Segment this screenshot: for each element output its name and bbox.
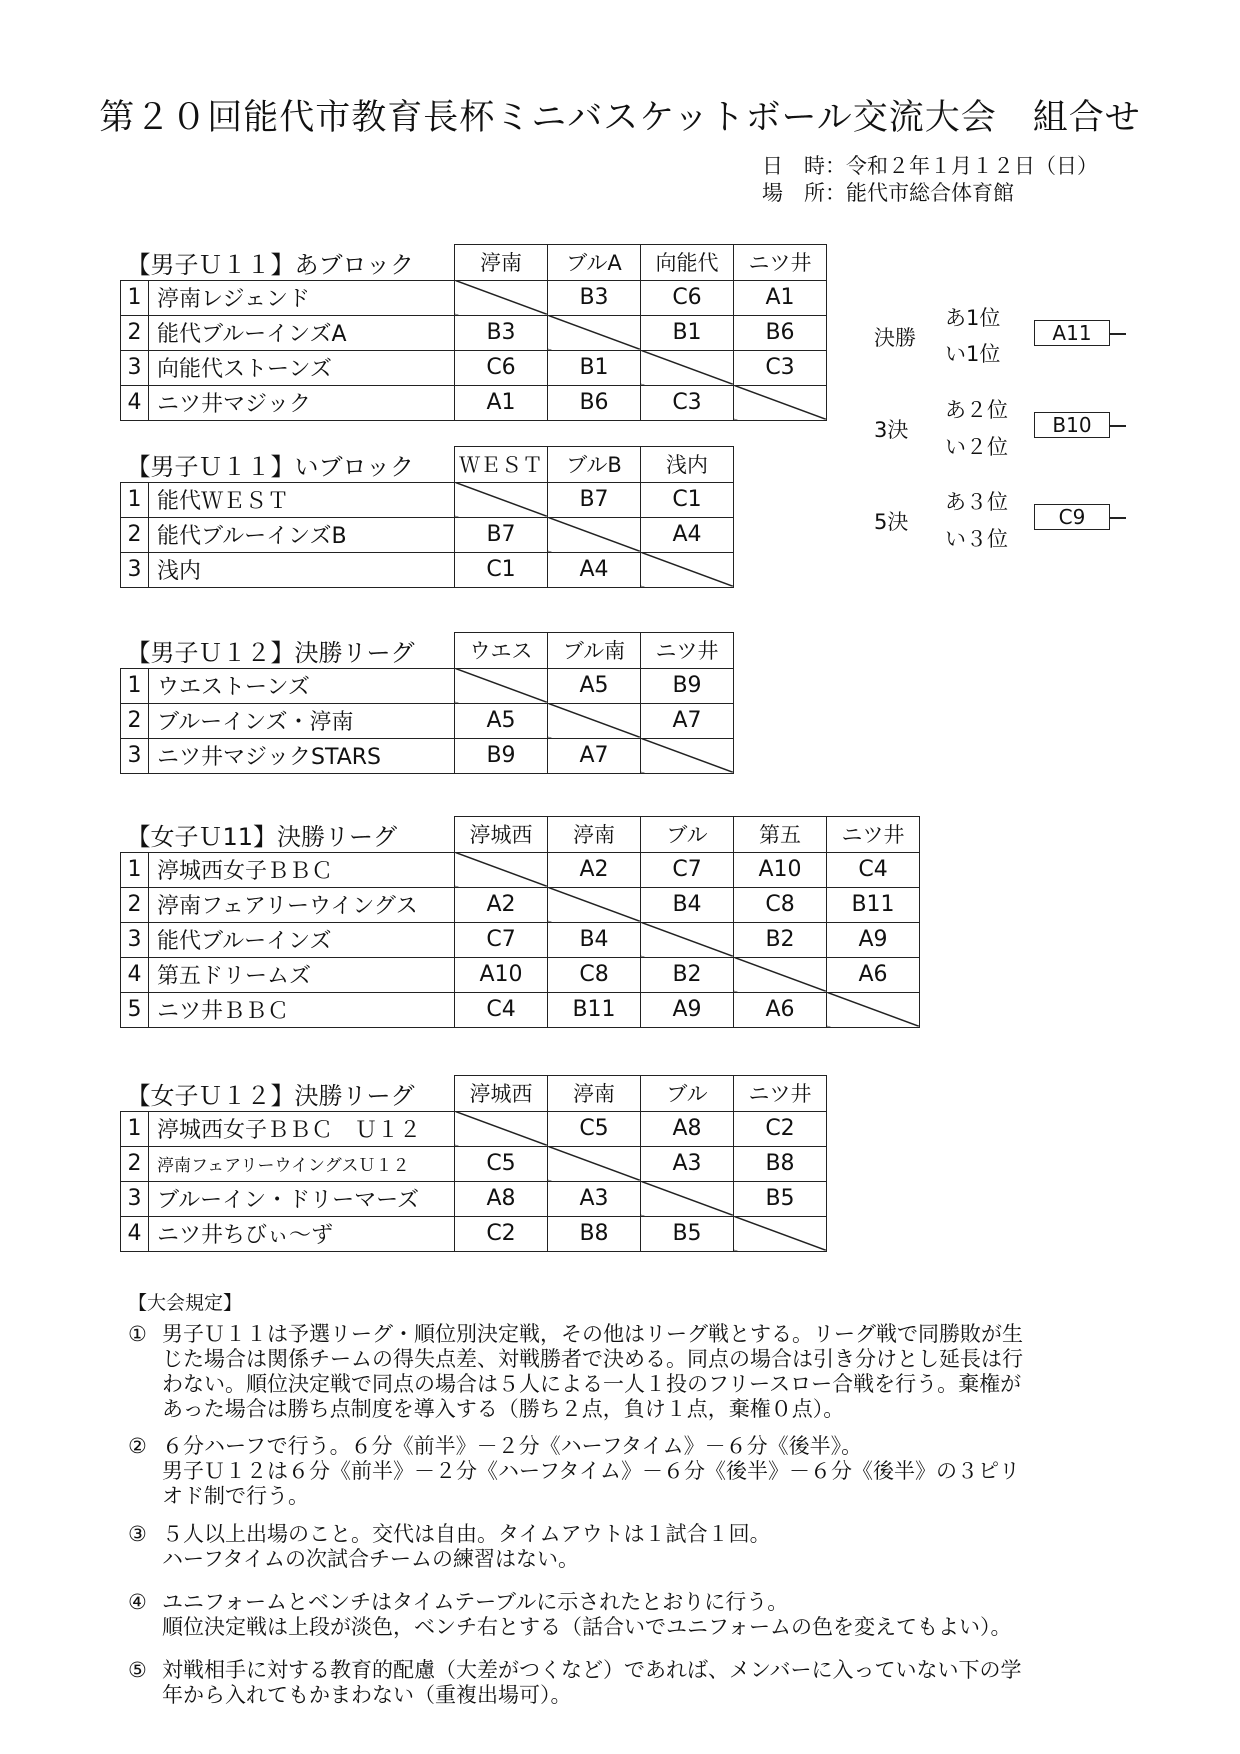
team-number: 1 xyxy=(121,668,149,703)
team-number: 3 xyxy=(121,552,149,587)
team-name: ニツ井ＢＢＣ xyxy=(149,992,455,1027)
column-header: ニツ井 xyxy=(734,245,827,281)
team-name: 浅内 xyxy=(149,552,455,587)
match-code-cell: C1 xyxy=(455,552,548,587)
match-code-cell: C6 xyxy=(641,280,734,315)
match-code-cell: C8 xyxy=(548,957,641,992)
match-code-cell: A9 xyxy=(641,992,734,1027)
team-number: 1 xyxy=(121,280,149,315)
column-header: ブル南 xyxy=(548,633,641,669)
match-code-cell: A7 xyxy=(641,703,734,738)
self-match-cell xyxy=(641,350,734,385)
self-match-cell xyxy=(455,482,548,517)
match-code-cell: B4 xyxy=(548,922,641,957)
league-table-boys-u11-a xyxy=(120,244,827,421)
date-label: 日 時： xyxy=(762,154,846,178)
self-match-cell xyxy=(641,1181,734,1216)
match-code-cell: C5 xyxy=(548,1111,641,1146)
match-code-cell: B2 xyxy=(641,957,734,992)
column-header: 渟城西 xyxy=(455,1076,548,1112)
match-code-cell: B3 xyxy=(455,315,548,350)
bracket-line xyxy=(1110,517,1126,519)
team-name: 能代ブルーインズA xyxy=(149,315,455,350)
team-number: 2 xyxy=(121,517,149,552)
rule-number: ④ xyxy=(128,1590,147,1614)
table-row xyxy=(121,482,734,517)
block-title: 【男子Ｕ１１】いブロック xyxy=(121,447,455,483)
match-code-cell: A1 xyxy=(455,385,548,420)
match-code-cell: C5 xyxy=(455,1146,548,1181)
team-number: 1 xyxy=(121,852,149,887)
table-row xyxy=(121,517,734,552)
self-match-cell xyxy=(455,852,548,887)
team-name: 向能代ストーンズ xyxy=(149,350,455,385)
team-name: ブルーインズ・渟南 xyxy=(149,703,455,738)
match-code-cell: A5 xyxy=(548,668,641,703)
team-name: ブルーイン・ドリーマーズ xyxy=(149,1181,455,1216)
page-title: 第２０回能代市教育長杯ミニバスケットボール交流大会 組合せ xyxy=(99,98,1141,138)
block-title: 【女子Ｕ１２】決勝リーグ xyxy=(121,1076,455,1112)
team-number: 3 xyxy=(121,1181,149,1216)
table-row xyxy=(121,992,920,1027)
match-code-cell: A10 xyxy=(455,957,548,992)
column-header: ニツ井 xyxy=(827,817,920,853)
self-match-cell xyxy=(827,992,920,1027)
team-name: 渟南レジェンド xyxy=(149,280,455,315)
block-title: 【女子Ｕ11】決勝リーグ xyxy=(121,817,455,853)
fifth-place-label: 5決 xyxy=(874,510,909,534)
match-code-cell: C3 xyxy=(641,385,734,420)
team-number: 4 xyxy=(121,957,149,992)
team-name: ウエストーンズ xyxy=(149,668,455,703)
column-header: ニツ井 xyxy=(734,1076,827,1112)
table-row xyxy=(121,350,827,385)
match-code-cell: B9 xyxy=(455,738,548,773)
team-number: 5 xyxy=(121,992,149,1027)
match-code-cell: C7 xyxy=(455,922,548,957)
table-row xyxy=(121,957,920,992)
column-header: 浅内 xyxy=(641,447,734,483)
self-match-cell xyxy=(548,315,641,350)
rule-text: 男子Ｕ１１は予選リーグ・順位別決定戦，その他はリーグ戦とする。リーグ戦で同勝敗が生 じた場合は関係チームの得失点差、対戦勝者で決める。同点の場合は引き分けとし延長は行 わない。順位決定戦で同点の場合は５人による一人１投のフリースロー合戦を行う。棄権が あった場合は勝ち点制度を導入する（勝ち２点，負け１点，棄権０点）。 xyxy=(162,1322,1023,1421)
match-code-cell: A10 xyxy=(734,852,827,887)
match-code-cell: B8 xyxy=(548,1216,641,1251)
match-code-cell: A7 xyxy=(548,738,641,773)
match-code-cell: A3 xyxy=(641,1146,734,1181)
match-code-cell: A3 xyxy=(548,1181,641,1216)
team-number: 2 xyxy=(121,703,149,738)
match-code-cell: B5 xyxy=(641,1216,734,1251)
league-table-boys-u11-i xyxy=(120,446,734,588)
table-row xyxy=(121,887,920,922)
column-header: ブル xyxy=(641,1076,734,1112)
third-match-code: B10 xyxy=(1034,412,1110,438)
table-row xyxy=(121,738,734,773)
table-row xyxy=(121,1111,827,1146)
column-header: 渟城西 xyxy=(455,817,548,853)
column-header: ブル xyxy=(641,817,734,853)
table-row xyxy=(121,315,827,350)
self-match-cell xyxy=(641,552,734,587)
rule-number: ⑤ xyxy=(128,1658,147,1682)
third-top-rank: あ２位 xyxy=(945,398,1008,422)
self-match-cell xyxy=(641,922,734,957)
block-title: 【男子Ｕ１１】あブロック xyxy=(121,245,455,281)
table-row xyxy=(121,922,920,957)
match-code-cell: C1 xyxy=(641,482,734,517)
rule-text: 対戦相手に対する教育的配慮（大差がつくなど）であれば、メンバーに入っていない下の学 年から入れてもかまわない（重複出場可）。 xyxy=(162,1658,1022,1707)
self-match-cell xyxy=(734,957,827,992)
match-code-cell: C6 xyxy=(455,350,548,385)
match-code-cell: B9 xyxy=(641,668,734,703)
place-line xyxy=(762,177,1014,207)
match-code-cell: A2 xyxy=(548,852,641,887)
table-row xyxy=(121,280,827,315)
column-header: 渟南 xyxy=(548,1076,641,1112)
team-number: 3 xyxy=(121,738,149,773)
team-number: 1 xyxy=(121,482,149,517)
team-number: 4 xyxy=(121,1216,149,1251)
third-bottom-rank: い２位 xyxy=(945,435,1008,459)
self-match-cell xyxy=(455,280,548,315)
self-match-cell xyxy=(455,1111,548,1146)
match-code-cell: B1 xyxy=(641,315,734,350)
team-name: ニツ井マジック xyxy=(149,385,455,420)
self-match-cell xyxy=(734,1216,827,1251)
match-code-cell: B1 xyxy=(548,350,641,385)
table-row xyxy=(121,668,734,703)
team-name: 能代ブルーインズB xyxy=(149,517,455,552)
self-match-cell xyxy=(548,517,641,552)
team-name: 能代ブルーインズ xyxy=(149,922,455,957)
league-table-girls-u12 xyxy=(120,1075,827,1252)
match-code-cell: C2 xyxy=(734,1111,827,1146)
place-label: 場 所： xyxy=(762,181,846,205)
table-row xyxy=(121,385,827,420)
league-table-boys-u12 xyxy=(120,632,734,774)
match-code-cell: A5 xyxy=(455,703,548,738)
final-top-rank: あ1位 xyxy=(945,306,1001,330)
match-code-cell: A9 xyxy=(827,922,920,957)
table-row xyxy=(121,852,920,887)
match-code-cell: A6 xyxy=(827,957,920,992)
column-header: ブルB xyxy=(548,447,641,483)
team-number: 4 xyxy=(121,385,149,420)
rule-number: ② xyxy=(128,1434,147,1458)
match-code-cell: B6 xyxy=(548,385,641,420)
self-match-cell xyxy=(548,887,641,922)
team-name: ニツ井ちびぃ～ず xyxy=(149,1216,455,1251)
column-header: 渟南 xyxy=(548,817,641,853)
column-header: ＷＥＳＴ xyxy=(455,447,548,483)
fifth-bottom-rank: い３位 xyxy=(945,527,1008,551)
self-match-cell xyxy=(641,738,734,773)
column-header: 向能代 xyxy=(641,245,734,281)
self-match-cell xyxy=(734,385,827,420)
table-row xyxy=(121,552,734,587)
place-value: 能代市総合体育館 xyxy=(846,181,1014,205)
team-name: 能代ＷＥＳＴ xyxy=(149,482,455,517)
bracket-line xyxy=(1110,333,1126,335)
team-number: 2 xyxy=(121,887,149,922)
team-number: 2 xyxy=(121,1146,149,1181)
match-code-cell: C7 xyxy=(641,852,734,887)
match-code-cell: C4 xyxy=(827,852,920,887)
team-number: 1 xyxy=(121,1111,149,1146)
match-code-cell: C8 xyxy=(734,887,827,922)
table-row xyxy=(121,1216,827,1251)
match-code-cell: A2 xyxy=(455,887,548,922)
final-match-code: A11 xyxy=(1034,320,1110,346)
match-code-cell: A4 xyxy=(641,517,734,552)
team-name: 第五ドリームズ xyxy=(149,957,455,992)
block-title: 【男子Ｕ１２】決勝リーグ xyxy=(121,633,455,669)
match-code-cell: B7 xyxy=(548,482,641,517)
final-bottom-rank: い1位 xyxy=(945,342,1001,366)
match-code-cell: C2 xyxy=(455,1216,548,1251)
match-code-cell: B11 xyxy=(827,887,920,922)
table-row xyxy=(121,1146,827,1181)
self-match-cell xyxy=(455,668,548,703)
rule-text: ５人以上出場のこと。交代は自由。タイムアウトは１試合１回。 ハーフタイムの次試合チームの練習はない。 xyxy=(162,1522,771,1571)
league-table-girls-u11 xyxy=(120,816,920,1028)
fifth-match-code: C9 xyxy=(1034,504,1110,530)
match-code-cell: B11 xyxy=(548,992,641,1027)
self-match-cell xyxy=(548,1146,641,1181)
match-code-cell: A6 xyxy=(734,992,827,1027)
rule-number: ① xyxy=(128,1322,147,1346)
final-label: 決勝 xyxy=(874,326,916,350)
column-header: ニツ井 xyxy=(641,633,734,669)
match-code-cell: B2 xyxy=(734,922,827,957)
team-name: ニツ井マジックSTARS xyxy=(149,738,455,773)
match-code-cell: B5 xyxy=(734,1181,827,1216)
third-place-label: 3決 xyxy=(874,418,909,442)
match-code-cell: A8 xyxy=(455,1181,548,1216)
team-number: 2 xyxy=(121,315,149,350)
match-code-cell: B6 xyxy=(734,315,827,350)
match-code-cell: A4 xyxy=(548,552,641,587)
team-name: 渟南フェアリーウイングスＵ１２ xyxy=(149,1146,455,1181)
match-code-cell: A8 xyxy=(641,1111,734,1146)
match-code-cell: B3 xyxy=(548,280,641,315)
fifth-top-rank: あ３位 xyxy=(945,490,1008,514)
rules-title: 【大会規定】 xyxy=(128,1292,243,1314)
self-match-cell xyxy=(548,703,641,738)
rule-text: ６分ハーフで行う。６分《前半》－２分《ハーフタイム》－６分《後半》。 男子Ｕ１２は６分《前半》－２分《ハーフタイム》－６分《後半》－６分《後半》の３ピリ オド制で行う。 xyxy=(162,1434,1021,1508)
date-line xyxy=(762,150,1098,180)
team-number: 3 xyxy=(121,350,149,385)
date-value: 令和２年１月１２日（日） xyxy=(846,154,1098,178)
bracket-line xyxy=(1110,425,1126,427)
match-code-cell: B8 xyxy=(734,1146,827,1181)
team-number: 3 xyxy=(121,922,149,957)
column-header: ウエス xyxy=(455,633,548,669)
team-name: 渟南フェアリーウイングス xyxy=(149,887,455,922)
match-code-cell: B7 xyxy=(455,517,548,552)
rule-text: ユニフォームとベンチはタイムテーブルに示されたとおりに行う。 順位決定戦は上段が淡色，ベンチ右とする（話合いでユニフォームの色を変えてもよい）。 xyxy=(162,1590,1012,1639)
match-code-cell: A1 xyxy=(734,280,827,315)
column-header: ブルA xyxy=(548,245,641,281)
table-row xyxy=(121,1181,827,1216)
rule-number: ③ xyxy=(128,1522,147,1546)
team-name: 渟城西女子ＢＢＣ Ｕ１２ xyxy=(149,1111,455,1146)
match-code-cell: C4 xyxy=(455,992,548,1027)
match-code-cell: B4 xyxy=(641,887,734,922)
column-header: 第五 xyxy=(734,817,827,853)
match-code-cell: C3 xyxy=(734,350,827,385)
team-name: 渟城西女子ＢＢＣ xyxy=(149,852,455,887)
column-header: 渟南 xyxy=(455,245,548,281)
table-row xyxy=(121,703,734,738)
